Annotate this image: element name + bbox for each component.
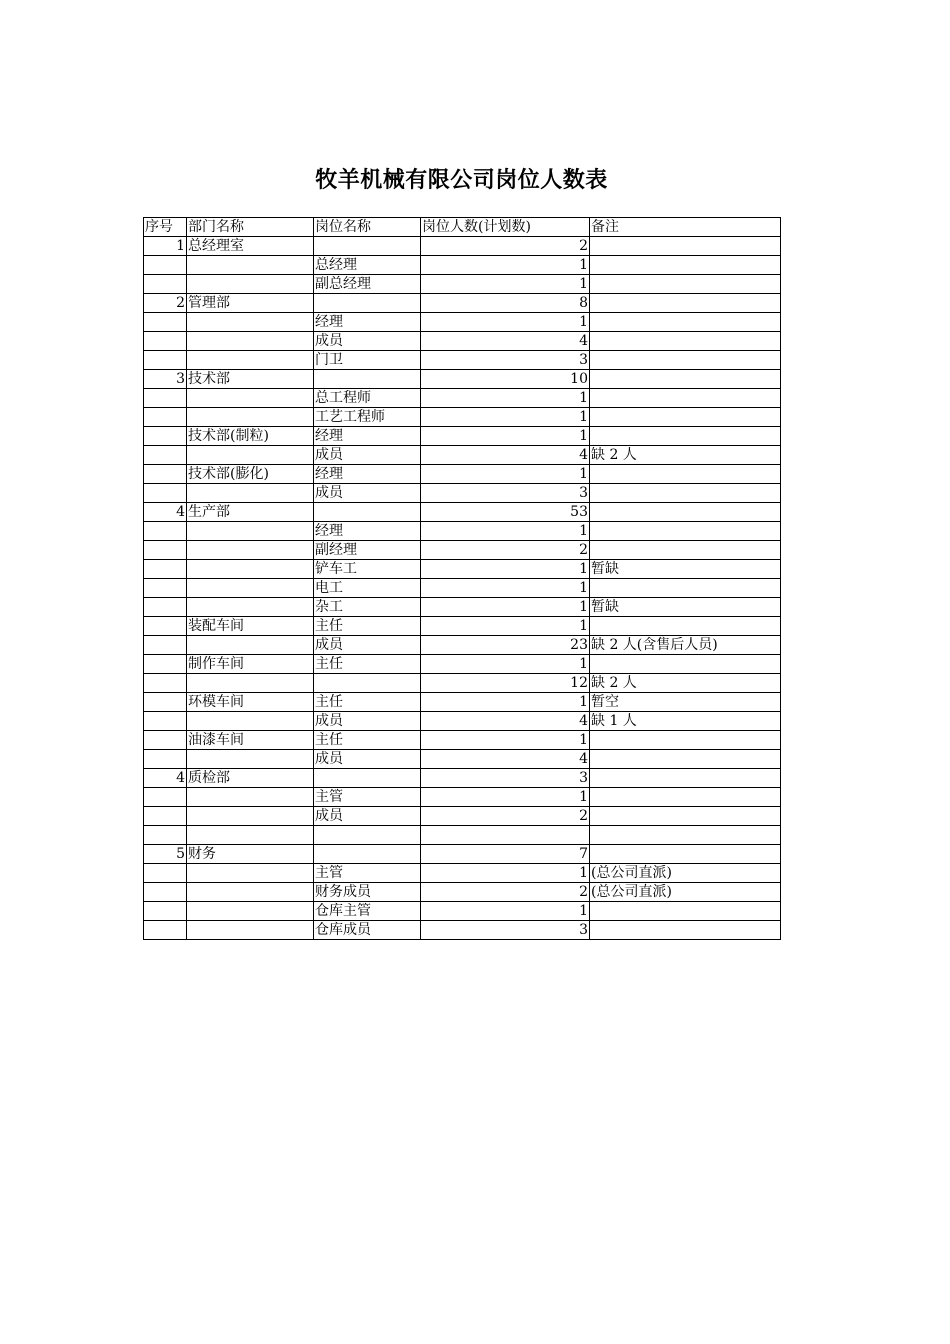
cell-position: 仓库成员	[314, 921, 421, 940]
cell-department	[187, 332, 314, 351]
cell-headcount: 1	[421, 902, 590, 921]
cell-index	[144, 921, 187, 940]
cell-remarks	[590, 313, 781, 332]
cell-headcount: 1	[421, 788, 590, 807]
cell-department	[187, 275, 314, 294]
cell-remarks: (总公司直派)	[590, 883, 781, 902]
header-cell-remarks: 备注	[590, 218, 781, 237]
table-row	[144, 484, 781, 503]
cell-position: 成员	[314, 332, 421, 351]
table-row	[144, 579, 781, 598]
cell-remarks	[590, 503, 781, 522]
cell-index	[144, 693, 187, 712]
cell-index	[144, 731, 187, 750]
cell-remarks: 缺 2 人(含售后人员)	[590, 636, 781, 655]
cell-department: 技术部	[187, 370, 314, 389]
cell-position: 工艺工程师	[314, 408, 421, 427]
table-row	[144, 712, 781, 731]
table-row	[144, 731, 781, 750]
cell-department	[187, 389, 314, 408]
cell-position: 电工	[314, 579, 421, 598]
cell-headcount: 1	[421, 731, 590, 750]
cell-remarks: 暂空	[590, 693, 781, 712]
table-row	[144, 883, 781, 902]
table-row	[144, 389, 781, 408]
cell-department	[187, 313, 314, 332]
cell-headcount: 1	[421, 560, 590, 579]
cell-position: 经理	[314, 522, 421, 541]
cell-position: 门卫	[314, 351, 421, 370]
cell-position: 总经理	[314, 256, 421, 275]
cell-index	[144, 788, 187, 807]
cell-index	[144, 902, 187, 921]
cell-position: 经理	[314, 465, 421, 484]
cell-headcount: 10	[421, 370, 590, 389]
cell-headcount: 1	[421, 275, 590, 294]
cell-headcount: 4	[421, 332, 590, 351]
cell-remarks	[590, 902, 781, 921]
cell-remarks	[590, 408, 781, 427]
staff-count-table	[143, 217, 781, 940]
cell-remarks: 暂缺	[590, 598, 781, 617]
cell-remarks	[590, 275, 781, 294]
cell-index	[144, 408, 187, 427]
cell-headcount: 4	[421, 446, 590, 465]
cell-remarks	[590, 332, 781, 351]
table-row	[144, 256, 781, 275]
cell-department	[187, 636, 314, 655]
cell-department	[187, 484, 314, 503]
table-row	[144, 294, 781, 313]
cell-index	[144, 560, 187, 579]
cell-headcount: 1	[421, 579, 590, 598]
cell-headcount: 7	[421, 845, 590, 864]
cell-position: 铲车工	[314, 560, 421, 579]
cell-remarks: 暂缺	[590, 560, 781, 579]
table-row	[144, 902, 781, 921]
table-row	[144, 560, 781, 579]
cell-index	[144, 351, 187, 370]
cell-headcount: 1	[421, 864, 590, 883]
cell-index	[144, 427, 187, 446]
table-row	[144, 921, 781, 940]
cell-index	[144, 446, 187, 465]
cell-department	[187, 674, 314, 693]
cell-position: 主任	[314, 731, 421, 750]
cell-index	[144, 313, 187, 332]
cell-position: 副经理	[314, 541, 421, 560]
cell-position: 成员	[314, 484, 421, 503]
table-row	[144, 313, 781, 332]
cell-position: 成员	[314, 636, 421, 655]
cell-remarks	[590, 769, 781, 788]
cell-headcount: 1	[421, 655, 590, 674]
cell-headcount: 1	[421, 522, 590, 541]
table-header-row	[144, 218, 781, 237]
cell-department	[187, 598, 314, 617]
cell-remarks	[590, 351, 781, 370]
cell-remarks	[590, 389, 781, 408]
cell-remarks	[590, 427, 781, 446]
cell-headcount: 4	[421, 712, 590, 731]
cell-remarks	[590, 921, 781, 940]
cell-position: 副总经理	[314, 275, 421, 294]
table-row	[144, 332, 781, 351]
cell-department: 生产部	[187, 503, 314, 522]
cell-remarks	[590, 788, 781, 807]
cell-headcount: 3	[421, 769, 590, 788]
cell-index: 3	[144, 370, 187, 389]
cell-remarks	[590, 465, 781, 484]
table-row	[144, 617, 781, 636]
cell-department: 技术部(制粒)	[187, 427, 314, 446]
cell-headcount: 1	[421, 427, 590, 446]
cell-remarks: 缺 2 人	[590, 674, 781, 693]
cell-headcount: 2	[421, 807, 590, 826]
cell-index	[144, 750, 187, 769]
cell-index	[144, 389, 187, 408]
cell-position: 主任	[314, 693, 421, 712]
cell-department	[187, 256, 314, 275]
cell-department	[187, 351, 314, 370]
cell-department	[187, 902, 314, 921]
cell-department	[187, 446, 314, 465]
cell-department	[187, 864, 314, 883]
cell-department	[187, 579, 314, 598]
cell-headcount: 8	[421, 294, 590, 313]
cell-index	[144, 465, 187, 484]
cell-department: 总经理室	[187, 237, 314, 256]
cell-remarks	[590, 826, 781, 845]
cell-index	[144, 541, 187, 560]
cell-index	[144, 712, 187, 731]
cell-department: 质检部	[187, 769, 314, 788]
table-row	[144, 503, 781, 522]
cell-headcount: 1	[421, 693, 590, 712]
cell-headcount: 1	[421, 313, 590, 332]
cell-headcount: 3	[421, 921, 590, 940]
cell-index	[144, 332, 187, 351]
cell-department	[187, 712, 314, 731]
table-row	[144, 598, 781, 617]
cell-position	[314, 826, 421, 845]
cell-position: 成员	[314, 750, 421, 769]
cell-index	[144, 522, 187, 541]
table-row	[144, 788, 781, 807]
table-row	[144, 636, 781, 655]
cell-department: 技术部(膨化)	[187, 465, 314, 484]
cell-remarks	[590, 522, 781, 541]
cell-department	[187, 541, 314, 560]
cell-position: 主管	[314, 864, 421, 883]
cell-index	[144, 256, 187, 275]
table-row	[144, 541, 781, 560]
cell-position	[314, 845, 421, 864]
cell-headcount: 2	[421, 237, 590, 256]
cell-headcount: 12	[421, 674, 590, 693]
cell-index: 5	[144, 845, 187, 864]
cell-department: 装配车间	[187, 617, 314, 636]
cell-department	[187, 750, 314, 769]
cell-index	[144, 275, 187, 294]
cell-department	[187, 522, 314, 541]
cell-remarks	[590, 845, 781, 864]
table-row	[144, 750, 781, 769]
cell-department	[187, 560, 314, 579]
cell-position: 经理	[314, 313, 421, 332]
cell-remarks	[590, 370, 781, 389]
cell-remarks: (总公司直派)	[590, 864, 781, 883]
cell-remarks	[590, 579, 781, 598]
table-row	[144, 522, 781, 541]
cell-index	[144, 807, 187, 826]
table-row	[144, 826, 781, 845]
cell-remarks	[590, 750, 781, 769]
cell-headcount: 1	[421, 598, 590, 617]
cell-position: 成员	[314, 446, 421, 465]
cell-department: 环模车间	[187, 693, 314, 712]
cell-position	[314, 237, 421, 256]
table-row	[144, 446, 781, 465]
header-cell-index: 序号	[144, 218, 187, 237]
cell-index: 4	[144, 769, 187, 788]
cell-index	[144, 864, 187, 883]
cell-remarks	[590, 541, 781, 560]
cell-position	[314, 503, 421, 522]
cell-remarks	[590, 731, 781, 750]
cell-index	[144, 674, 187, 693]
cell-headcount: 1	[421, 408, 590, 427]
header-cell-headcount: 岗位人数(计划数)	[421, 218, 590, 237]
cell-department: 财务	[187, 845, 314, 864]
cell-headcount: 1	[421, 465, 590, 484]
cell-department	[187, 788, 314, 807]
cell-remarks: 缺 1 人	[590, 712, 781, 731]
cell-headcount: 53	[421, 503, 590, 522]
table-row	[144, 351, 781, 370]
cell-position	[314, 674, 421, 693]
cell-index	[144, 826, 187, 845]
cell-headcount: 1	[421, 256, 590, 275]
cell-index	[144, 636, 187, 655]
cell-position: 主任	[314, 655, 421, 674]
cell-index: 4	[144, 503, 187, 522]
table-row	[144, 408, 781, 427]
cell-index: 2	[144, 294, 187, 313]
cell-position	[314, 769, 421, 788]
cell-position: 杂工	[314, 598, 421, 617]
cell-department	[187, 807, 314, 826]
cell-department	[187, 883, 314, 902]
table-body	[144, 218, 781, 940]
table-row	[144, 427, 781, 446]
cell-position: 主任	[314, 617, 421, 636]
table-row	[144, 864, 781, 883]
cell-position: 主管	[314, 788, 421, 807]
cell-index	[144, 579, 187, 598]
table-row	[144, 465, 781, 484]
header-cell-department: 部门名称	[187, 218, 314, 237]
table-row	[144, 655, 781, 674]
table-row	[144, 370, 781, 389]
cell-headcount: 3	[421, 484, 590, 503]
cell-remarks	[590, 484, 781, 503]
cell-position	[314, 370, 421, 389]
cell-index	[144, 598, 187, 617]
table-row	[144, 807, 781, 826]
cell-department	[187, 921, 314, 940]
table-row	[144, 845, 781, 864]
cell-department: 管理部	[187, 294, 314, 313]
cell-headcount: 3	[421, 351, 590, 370]
cell-position: 成员	[314, 712, 421, 731]
cell-headcount: 2	[421, 883, 590, 902]
cell-remarks	[590, 237, 781, 256]
cell-position: 财务成员	[314, 883, 421, 902]
cell-index	[144, 655, 187, 674]
cell-department	[187, 408, 314, 427]
cell-remarks	[590, 294, 781, 313]
cell-headcount	[421, 826, 590, 845]
cell-headcount: 1	[421, 389, 590, 408]
cell-headcount: 23	[421, 636, 590, 655]
cell-index: 1	[144, 237, 187, 256]
cell-index	[144, 883, 187, 902]
cell-remarks	[590, 617, 781, 636]
cell-position: 成员	[314, 807, 421, 826]
table-row	[144, 275, 781, 294]
cell-remarks	[590, 807, 781, 826]
cell-position: 仓库主管	[314, 902, 421, 921]
cell-department	[187, 826, 314, 845]
cell-department: 油漆车间	[187, 731, 314, 750]
cell-position	[314, 294, 421, 313]
table-row	[144, 769, 781, 788]
table-row	[144, 237, 781, 256]
table-row	[144, 693, 781, 712]
cell-index	[144, 617, 187, 636]
cell-remarks	[590, 655, 781, 674]
cell-remarks: 缺 2 人	[590, 446, 781, 465]
cell-position: 总工程师	[314, 389, 421, 408]
cell-headcount: 4	[421, 750, 590, 769]
cell-headcount: 2	[421, 541, 590, 560]
cell-position: 经理	[314, 427, 421, 446]
table-row	[144, 674, 781, 693]
header-cell-position: 岗位名称	[314, 218, 421, 237]
cell-department: 制作车间	[187, 655, 314, 674]
cell-remarks	[590, 256, 781, 275]
cell-index	[144, 484, 187, 503]
page-title: 牧羊机械有限公司岗位人数表	[315, 168, 608, 193]
cell-headcount: 1	[421, 617, 590, 636]
